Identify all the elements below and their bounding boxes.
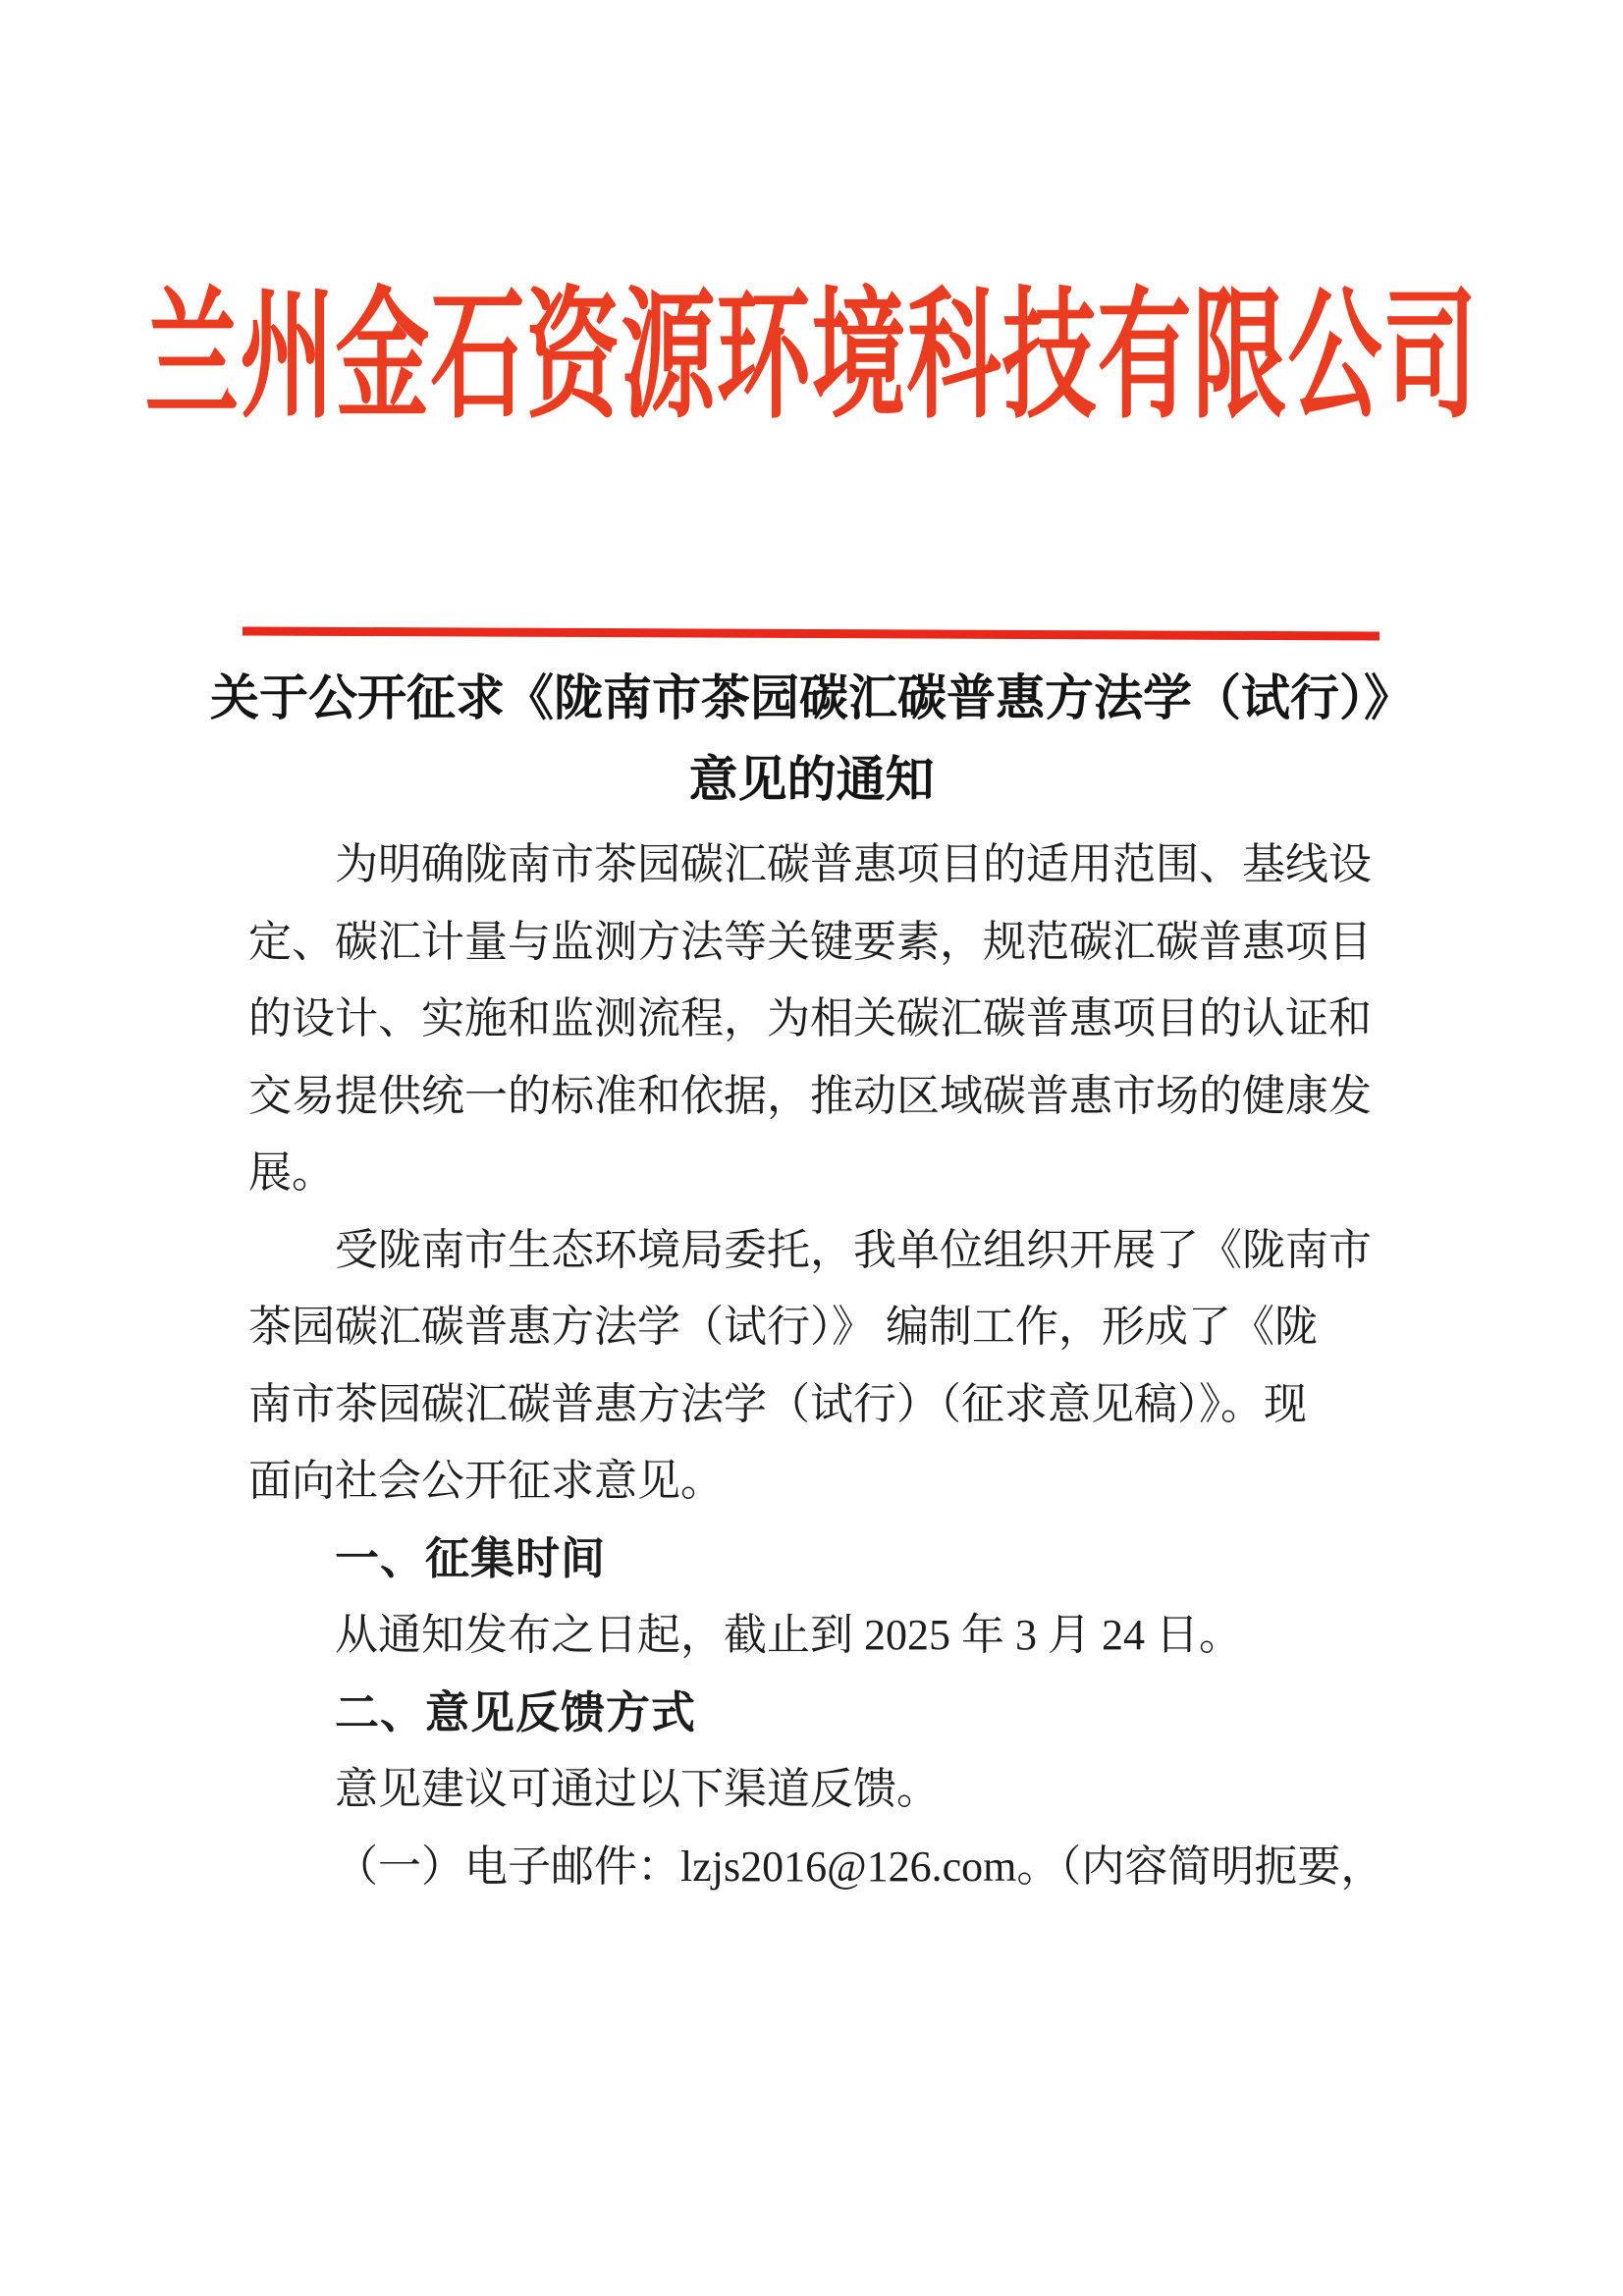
body-text-line: （一）电子邮件：lzjs2016@126.com。（内容简明扼要， — [335, 1842, 1384, 1891]
body-text-line: 的设计、实施和监测流程，为相关碳汇碳普惠项目的认证和 — [248, 994, 1372, 1042]
document-title — [0, 658, 1623, 821]
document-title-line-1: 关于公开征求《陇南市茶园碳汇碳普惠方法学（试行）》 — [210, 670, 1413, 725]
body-text-line: 交易提供统一的标准和依据，推动区域碳普惠市场的健康发 — [248, 1071, 1372, 1120]
body-text-line: 茶园碳汇碳普惠方法学（试行）》 编制工作，形成了《陇 — [248, 1303, 1318, 1351]
body-text-line: 意见建议可通过以下渠道反馈。 — [335, 1765, 940, 1813]
body-text-line: 南市茶园碳汇碳普惠方法学（试行）（征求意见稿）》。现 — [248, 1379, 1307, 1428]
body-text-line: 展。 — [248, 1148, 335, 1197]
document-body — [248, 827, 1385, 1905]
company-letterhead — [0, 278, 1623, 436]
body-text-line: 受陇南市生态环境局委托，我单位组织开展了《陇南市 — [335, 1225, 1372, 1274]
company-name: 兰州金石资源环境科技有限公司 — [144, 278, 1479, 436]
body-text-line: 定、碳汇计量与监测方法等关键要素，规范碳汇碳普惠项目 — [248, 917, 1372, 966]
body-text-line: 面向社会公开征求意见。 — [248, 1457, 724, 1505]
section-heading: 一、征集时间 — [335, 1532, 607, 1583]
body-text-line: 为明确陇南市茶园碳汇碳普惠项目的适用范围、基线设 — [335, 840, 1372, 888]
section-heading: 二、意见反馈方式 — [335, 1686, 697, 1737]
letterhead-divider-rule — [243, 626, 1380, 640]
document-title-line-2: 意见的通知 — [688, 752, 935, 807]
body-text-line: 从通知发布之日起，截止到 2025 年 3 月 24 日。 — [335, 1611, 1242, 1659]
